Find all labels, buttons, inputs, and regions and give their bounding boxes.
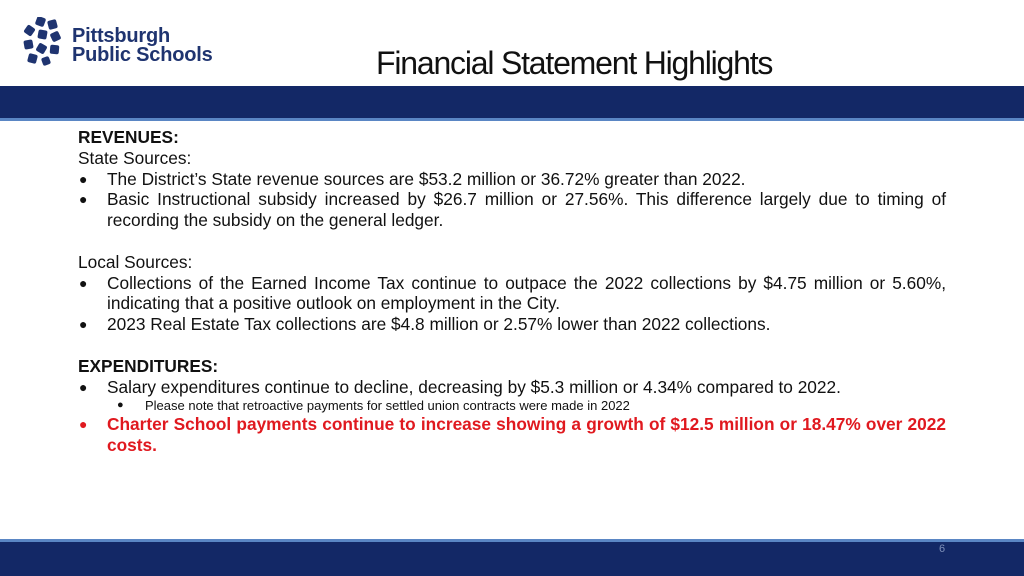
local-bullet-1: Collections of the Earned Income Tax continue to outpace the 2022 collections by $4.75 million or 5.60%, indicating that a positive outlook on employment in the City. [107, 272, 946, 314]
page-number: 6 [938, 543, 946, 555]
logo-text [72, 27, 213, 65]
bullet-dot-icon: ● [79, 416, 88, 433]
expenditure-bullet-1: Salary expenditures continue to decline, decreasing by $5.3 million or 4.34% compared to 2022. [107, 376, 841, 397]
local-sources-heading: Local Sources: [78, 251, 193, 272]
logo-line-1: Pittsburgh [72, 25, 170, 47]
spacer [78, 335, 946, 356]
bullet-dot-icon: ● [117, 399, 124, 412]
bullet-dot-icon: ● [79, 378, 88, 395]
bullet-dot-icon: ● [79, 316, 88, 333]
pps-logo-mark-icon [22, 17, 68, 67]
state-bullet-2: Basic Instructional subsidy increased by $26.7 million or 27.56%. This difference largely due to timing of recording the subsidy on the general ledger. [107, 189, 946, 231]
highlight-list-item [78, 414, 946, 456]
charter-school-bullet: Charter School payments continue to increase showing a growth of $12.5 million or 18.47% over 2022 costs. [107, 414, 946, 456]
revenues-heading: REVENUES: [78, 127, 179, 147]
state-sources-heading: State Sources: [78, 147, 192, 168]
list-item [78, 314, 946, 335]
list-item [78, 189, 946, 231]
bullet-dot-icon: ● [79, 274, 88, 291]
header-accent-line [0, 118, 1024, 121]
page-title: Financial Statement Highlights [376, 45, 773, 81]
header-band [0, 86, 1024, 118]
footer-band [0, 542, 1024, 576]
list-item [78, 377, 946, 398]
bullet-dot-icon: ● [79, 170, 88, 187]
list-item [78, 169, 946, 190]
bullet-dot-icon: ● [79, 191, 88, 208]
spacer [78, 231, 946, 252]
logo-line-2: Public Schools [72, 44, 213, 66]
state-bullet-1: The District’s State revenue sources are $53.2 million or 36.72% greater than 2022. [107, 168, 746, 189]
expenditure-sub-bullet-1: Please note that retroactive payments for settled union contracts were made in 2022 [145, 398, 630, 414]
sub-list-item [78, 397, 946, 414]
local-bullet-2: 2023 Real Estate Tax collections are $4.8 million or 2.57% lower than 2022 collections. [107, 314, 771, 335]
list-item [78, 273, 946, 315]
expenditures-heading: EXPENDITURES: [78, 355, 219, 376]
logo [22, 17, 242, 73]
slide-content [78, 127, 946, 456]
